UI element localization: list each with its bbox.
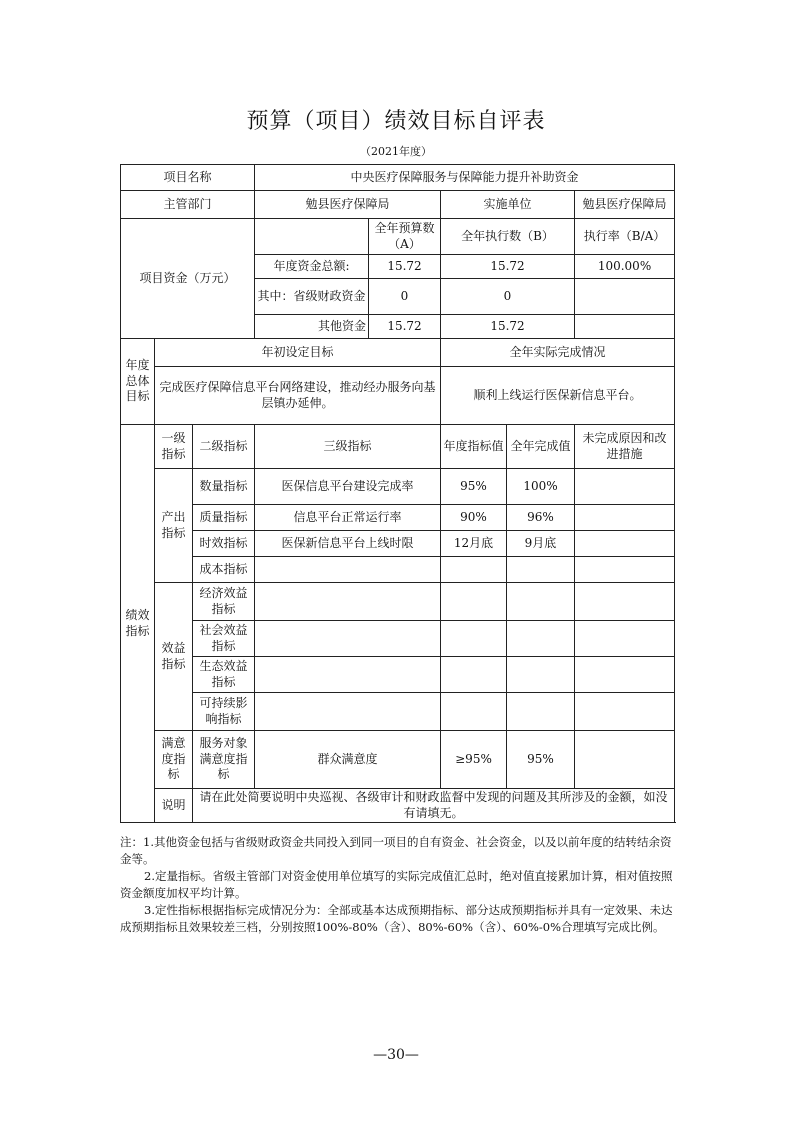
- indicator-reason: [575, 583, 675, 621]
- indicator-reason: [575, 731, 675, 789]
- explanation-text: 请在此处简要说明中央巡视、各级审计和财政监督中发现的问题及其所涉及的金额，如没有请填无。: [193, 789, 675, 823]
- indicator-level3: 医保新信息平台上线时限: [255, 531, 441, 557]
- indicator-reason: [575, 505, 675, 531]
- document-year: （2021年度）: [360, 145, 432, 158]
- funds-col-budget: 全年预算数（A）: [369, 219, 441, 255]
- perf-header-reason: 未完成原因和改进措施: [575, 425, 675, 469]
- output-row: [121, 505, 675, 531]
- funds-row-budget: 15.72: [369, 315, 441, 339]
- indicator-target: [441, 693, 507, 731]
- indicator-actual: 95%: [507, 731, 575, 789]
- goal-header-row: [121, 339, 675, 367]
- satisfaction-row: [121, 731, 675, 789]
- output-row: [121, 557, 675, 583]
- indicator-actual: [507, 657, 575, 693]
- indicator-level3: [255, 657, 441, 693]
- department-label: 主管部门: [121, 191, 255, 219]
- note-item: 2.定量指标。省级主管部门对资金使用单位填写的实际完成值汇总时，绝对值直接累加计算，相对值按照资金额度加权平均计算。: [120, 869, 673, 900]
- indicator-level2: 服务对象满意度指标: [193, 731, 255, 789]
- goal-set-label: 年初设定目标: [155, 339, 441, 367]
- self-evaluation-table: [120, 164, 675, 823]
- indicator-level2: 质量指标: [193, 505, 255, 531]
- department-value: 勉县医疗保障局: [255, 191, 441, 219]
- funds-row-executed: 0: [441, 279, 575, 315]
- funds-row-rate: [575, 315, 675, 339]
- funds-row-budget: 15.72: [369, 255, 441, 279]
- funds-row-rate: 100.00%: [575, 255, 675, 279]
- project-name-label: 项目名称: [121, 165, 255, 191]
- perf-header-target: 年度指标值: [441, 425, 507, 469]
- indicator-reason: [575, 469, 675, 505]
- indicator-target: 95%: [441, 469, 507, 505]
- indicator-level3: [255, 621, 441, 657]
- indicator-level2: 社会效益指标: [193, 621, 255, 657]
- page-number: —30—: [373, 1047, 419, 1063]
- indicator-level3: 信息平台正常运行率: [255, 505, 441, 531]
- perf-header-level2: 二级指标: [193, 425, 255, 469]
- indicator-actual: [507, 621, 575, 657]
- funds-row-budget: 0: [369, 279, 441, 315]
- indicator-level2: 数量指标: [193, 469, 255, 505]
- indicator-reason: [575, 531, 675, 557]
- indicator-level3: [255, 693, 441, 731]
- project-name-value: 中央医疗保障服务与保障能力提升补助资金: [255, 165, 675, 191]
- funds-row-executed: 15.72: [441, 255, 575, 279]
- funds-col-executed: 全年执行数（B）: [441, 219, 575, 255]
- indicator-level2: 可持续影响指标: [193, 693, 255, 731]
- indicator-reason: [575, 621, 675, 657]
- annual-goal-label: 年度总体目标: [121, 339, 155, 425]
- goal-done-label: 全年实际完成情况: [441, 339, 675, 367]
- indicator-target: ≥95%: [441, 731, 507, 789]
- goal-done-text: 顺利上线运行医保新信息平台。: [441, 367, 675, 425]
- indicator-level2: 成本指标: [193, 557, 255, 583]
- note-item: 注：1.其他资金包括与省级财政资金共同投入到同一项目的自有资金、社会资金，以及以前年度的结转结余资金等。: [120, 835, 672, 866]
- effect-row: [121, 657, 675, 693]
- note-item: 3.定性指标根据指标完成情况分为：全部或基本达成预期指标、部分达成预期指标并具有一定效果、未达成预期指标且效果较差三档，分别按照100%-80%（含）、80%-60%（含）、60%-0%合理填写完成比例。: [120, 903, 673, 934]
- indicator-level3: 医保信息平台建设完成率: [255, 469, 441, 505]
- document-title: 预算（项目）绩效目标自评表: [246, 109, 546, 134]
- indicator-level3: [255, 557, 441, 583]
- perf-header-actual: 全年完成值: [507, 425, 575, 469]
- satisfaction-indicators-label: 满意度指标: [155, 731, 193, 789]
- indicator-level2: 生态效益指标: [193, 657, 255, 693]
- implementing-unit-value: 勉县医疗保障局: [575, 191, 675, 219]
- funds-header-blank: [255, 219, 369, 255]
- output-row: [121, 469, 675, 505]
- effect-row: [121, 693, 675, 731]
- funds-header-row: [121, 219, 675, 255]
- perf-header-level3: 三级指标: [255, 425, 441, 469]
- indicator-actual: 100%: [507, 469, 575, 505]
- funds-row-rate: [575, 279, 675, 315]
- indicator-actual: [507, 583, 575, 621]
- indicator-level3: 群众满意度: [255, 731, 441, 789]
- indicator-target: [441, 657, 507, 693]
- indicator-target: 90%: [441, 505, 507, 531]
- department-row: [121, 191, 675, 219]
- perf-header-level1: 一级指标: [155, 425, 193, 469]
- project-name-row: [121, 165, 675, 191]
- funds-label: 项目资金（万元）: [121, 219, 255, 339]
- funds-row-name: 其中：省级财政资金: [255, 279, 369, 315]
- indicator-actual: [507, 557, 575, 583]
- output-indicators-label: 产出指标: [155, 469, 193, 583]
- indicator-level3: [255, 583, 441, 621]
- indicator-level2: 时效指标: [193, 531, 255, 557]
- goal-set-text: 完成医疗保障信息平台网络建设，推动经办服务向基层镇办延伸。: [155, 367, 441, 425]
- indicator-level2: 经济效益指标: [193, 583, 255, 621]
- indicator-actual: 96%: [507, 505, 575, 531]
- effect-row: [121, 621, 675, 657]
- indicator-target: [441, 583, 507, 621]
- indicator-actual: [507, 693, 575, 731]
- effect-row: [121, 583, 675, 621]
- indicator-reason: [575, 657, 675, 693]
- explanation-row: [121, 789, 675, 823]
- funds-row-name: 年度资金总额:: [255, 255, 369, 279]
- indicator-reason: [575, 693, 675, 731]
- funds-col-rate: 执行率（B/A）: [575, 219, 675, 255]
- indicator-target: [441, 557, 507, 583]
- explanation-label: 说明: [155, 789, 193, 823]
- funds-row-executed: 15.72: [441, 315, 575, 339]
- effect-indicators-label: 效益指标: [155, 583, 193, 731]
- performance-indicators-label: 绩效指标: [121, 425, 155, 823]
- implementing-unit-label: 实施单位: [441, 191, 575, 219]
- indicator-target: [441, 621, 507, 657]
- output-row: [121, 531, 675, 557]
- notes-section: [120, 834, 676, 936]
- indicator-target: 12月底: [441, 531, 507, 557]
- funds-row-name: 其他资金: [255, 315, 369, 339]
- indicator-reason: [575, 557, 675, 583]
- goal-content-row: [121, 367, 675, 425]
- perf-header-row: [121, 425, 675, 469]
- indicator-actual: 9月底: [507, 531, 575, 557]
